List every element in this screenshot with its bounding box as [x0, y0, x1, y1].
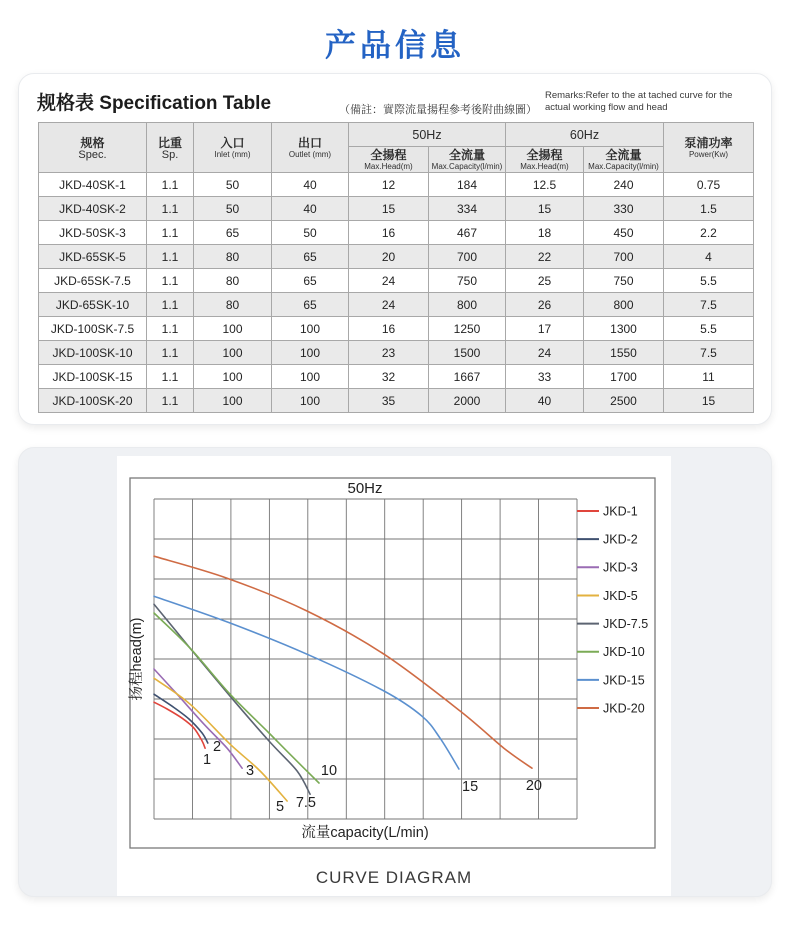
curve-card	[18, 447, 772, 897]
table-row	[39, 197, 754, 221]
spec-cell: 12	[349, 173, 429, 197]
spec-cell: JKD-100SK-7.5	[39, 317, 147, 341]
col-header-outlet-en: Outlet (mm)	[288, 149, 332, 159]
spec-cell: JKD-65SK-10	[39, 293, 147, 317]
spec-cell: 65	[272, 269, 349, 293]
x-axis-label: 流量capacity(L/min)	[301, 825, 429, 841]
table-row	[39, 317, 754, 341]
legend-label-JKD-5: JKD-5	[603, 588, 638, 603]
spec-cell: 25	[506, 269, 584, 293]
col-header-maxhead-60-en: Max.Head(m)	[520, 161, 569, 171]
spec-cell: 1300	[584, 317, 664, 341]
spec-cell: 5.5	[664, 317, 754, 341]
curve-end-label-3: 3	[246, 763, 255, 779]
col-header-maxcap-50-en: Max.Capacity(l/min)	[431, 161, 503, 171]
spec-cell: 65	[272, 293, 349, 317]
spec-cell: 1.1	[147, 173, 194, 197]
spec-cell: 17	[506, 317, 584, 341]
spec-cell: 1250	[429, 317, 506, 341]
col-header-power-en: Power(Kw)	[688, 149, 729, 159]
spec-cell: 100	[272, 365, 349, 389]
table-row	[39, 269, 754, 293]
spec-cell: JKD-100SK-20	[39, 389, 147, 413]
spec-cell: 15	[664, 389, 754, 413]
spec-cell: 33	[506, 365, 584, 389]
table-row	[39, 173, 754, 197]
spec-cell: 50	[194, 173, 272, 197]
spec-cell: 1.1	[147, 245, 194, 269]
legend-label-JKD-1: JKD-1	[603, 504, 638, 519]
y-axis-label: 扬程head(m)	[129, 617, 145, 701]
spec-cell: 50	[272, 221, 349, 245]
col-header-power-zh: 泵浦功率	[684, 135, 733, 150]
spec-cell: 40	[272, 173, 349, 197]
legend-label-JKD-3: JKD-3	[603, 560, 638, 575]
spec-cell: 18	[506, 221, 584, 245]
col-header-maxcap-50-zh: 全流量	[448, 147, 485, 162]
curve-end-label-2: 2	[213, 739, 222, 755]
legend-label-JKD-15: JKD-15	[603, 673, 645, 688]
spec-cell: 12.5	[506, 173, 584, 197]
spec-cell: 2500	[584, 389, 664, 413]
col-header-maxhead-60-zh: 全揚程	[526, 147, 563, 162]
col-header-maxhead-50-zh: 全揚程	[370, 147, 407, 162]
col-header-sp-en: Sp.	[161, 148, 179, 161]
spec-cell: 467	[429, 221, 506, 245]
col-header-sp	[147, 123, 194, 173]
spec-cell: JKD-65SK-7.5	[39, 269, 147, 293]
spec-cell: JKD-100SK-15	[39, 365, 147, 389]
curve-end-label-7.5: 7.5	[295, 795, 316, 811]
col-header-spec-zh: 规格	[80, 135, 105, 150]
legend-label-JKD-7.5: JKD-7.5	[603, 616, 649, 631]
col-header-maxcap-60-en: Max.Capacity(l/min)	[588, 161, 659, 171]
spec-cell: 24	[349, 293, 429, 317]
spec-cell: 184	[429, 173, 506, 197]
spec-cell: 800	[429, 293, 506, 317]
spec-cell: 750	[584, 269, 664, 293]
curve-end-label-10: 10	[320, 763, 338, 779]
col-header-inlet	[194, 123, 272, 173]
spec-cell: 80	[194, 293, 272, 317]
spec-cell: 65	[194, 221, 272, 245]
spec-cell: 24	[349, 269, 429, 293]
col-header-maxcap-60	[584, 147, 664, 173]
spec-cell: 1.1	[147, 269, 194, 293]
spec-cell: 0.75	[664, 173, 754, 197]
col-header-sp-zh: 比重	[157, 135, 182, 150]
col-header-outlet-zh: 出口	[297, 135, 322, 150]
spec-cell: 2.2	[664, 221, 754, 245]
spec-cell: JKD-65SK-5	[39, 245, 147, 269]
chart-border	[130, 478, 655, 848]
spec-cell: 1667	[429, 365, 506, 389]
spec-cell: 22	[506, 245, 584, 269]
spec-cell: 40	[272, 197, 349, 221]
legend-label-JKD-20: JKD-20	[603, 701, 645, 716]
col-group-50hz: 50Hz	[349, 123, 506, 147]
spec-cell: 1.1	[147, 197, 194, 221]
spec-cell: 330	[584, 197, 664, 221]
spec-cell: 240	[584, 173, 664, 197]
spec-cell: 2000	[429, 389, 506, 413]
spec-cell: 65	[272, 245, 349, 269]
table-row	[39, 341, 754, 365]
col-header-spec	[39, 123, 147, 173]
table-row	[39, 245, 754, 269]
legend-label-JKD-2: JKD-2	[603, 532, 638, 547]
spec-cell: 1.1	[147, 389, 194, 413]
spec-cell: 100	[272, 317, 349, 341]
spec-card	[18, 73, 772, 425]
spec-cell: JKD-100SK-10	[39, 341, 147, 365]
spec-cell: 11	[664, 365, 754, 389]
spec-cell: 1500	[429, 341, 506, 365]
spec-cell: 4	[664, 245, 754, 269]
curve-end-label-1: 1	[203, 751, 212, 768]
spec-remark-english-line1: Remarks:Refer to the at tached curve for the	[545, 90, 733, 101]
col-header-maxcap-50	[429, 147, 506, 173]
spec-section-title: 规格表 Specification Table	[37, 93, 272, 114]
spec-cell: 100	[194, 341, 272, 365]
col-group-60hz: 60Hz	[506, 123, 664, 147]
spec-cell: 1.1	[147, 317, 194, 341]
spec-cell: 5.5	[664, 269, 754, 293]
spec-cell: 7.5	[664, 341, 754, 365]
chart-caption: CURVE DIAGRAM	[315, 868, 473, 887]
spec-remark-english-line2: actual working flow and head	[545, 101, 668, 113]
spec-cell: 15	[349, 197, 429, 221]
col-header-maxhead-50	[349, 147, 429, 173]
table-row	[39, 389, 754, 413]
spec-cell: 16	[349, 317, 429, 341]
spec-cell: 26	[506, 293, 584, 317]
spec-cell: 800	[584, 293, 664, 317]
spec-cell: 23	[349, 341, 429, 365]
spec-remark-chinese: （備註：實際流量揚程參考後附曲線圖）	[339, 104, 537, 116]
col-header-inlet-en: Inlet (mm)	[214, 149, 251, 159]
spec-cell: JKD-40SK-2	[39, 197, 147, 221]
spec-cell: 100	[194, 317, 272, 341]
spec-cell: 35	[349, 389, 429, 413]
spec-cell: 1.1	[147, 341, 194, 365]
spec-cell: 1.1	[147, 293, 194, 317]
table-row	[39, 365, 754, 389]
curve-chart-svg	[117, 456, 671, 868]
spec-cell: 334	[429, 197, 506, 221]
spec-cell: 700	[584, 245, 664, 269]
spec-cell: 1550	[584, 341, 664, 365]
spec-cell: 1.1	[147, 365, 194, 389]
col-header-inlet-zh: 入口	[220, 135, 245, 150]
spec-cell: 32	[349, 365, 429, 389]
spec-cell: 24	[506, 341, 584, 365]
spec-cell: 100	[272, 389, 349, 413]
spec-cell: 15	[506, 197, 584, 221]
legend-label-JKD-10: JKD-10	[603, 645, 645, 660]
spec-cell: JKD-50SK-3	[39, 221, 147, 245]
spec-cell: 1.5	[664, 197, 754, 221]
curve-end-label-15: 15	[462, 779, 479, 795]
col-header-maxhead-60	[506, 147, 584, 173]
table-row	[39, 293, 754, 317]
spec-table-body	[39, 173, 754, 413]
table-row	[39, 221, 754, 245]
spec-table-header	[39, 123, 754, 173]
spec-cell: 7.5	[664, 293, 754, 317]
curve-end-label-5: 5	[276, 799, 285, 815]
spec-remark-english	[545, 90, 759, 113]
col-header-outlet	[272, 123, 349, 173]
chart-panel	[117, 456, 671, 896]
curve-end-label-20: 20	[525, 778, 542, 795]
spec-cell: JKD-40SK-1	[39, 173, 147, 197]
spec-cell: 16	[349, 221, 429, 245]
spec-cell: 450	[584, 221, 664, 245]
chart-title: 50Hz	[347, 480, 383, 497]
col-header-maxcap-60-zh: 全流量	[605, 147, 642, 162]
spec-cell: 700	[429, 245, 506, 269]
col-header-spec-en: Spec.	[78, 148, 107, 161]
spec-cell: 1700	[584, 365, 664, 389]
spec-cell: 1.1	[147, 221, 194, 245]
spec-cell: 750	[429, 269, 506, 293]
spec-cell: 40	[506, 389, 584, 413]
spec-cell: 50	[194, 197, 272, 221]
spec-cell: 80	[194, 269, 272, 293]
spec-table	[38, 122, 754, 413]
spec-cell: 100	[194, 365, 272, 389]
spec-cell: 20	[349, 245, 429, 269]
col-header-power	[664, 123, 754, 173]
spec-cell: 100	[194, 389, 272, 413]
spec-cell: 100	[272, 341, 349, 365]
spec-cell: 80	[194, 245, 272, 269]
col-header-maxhead-50-en: Max.Head(m)	[364, 161, 413, 171]
page-title: 产品信息	[325, 28, 465, 63]
